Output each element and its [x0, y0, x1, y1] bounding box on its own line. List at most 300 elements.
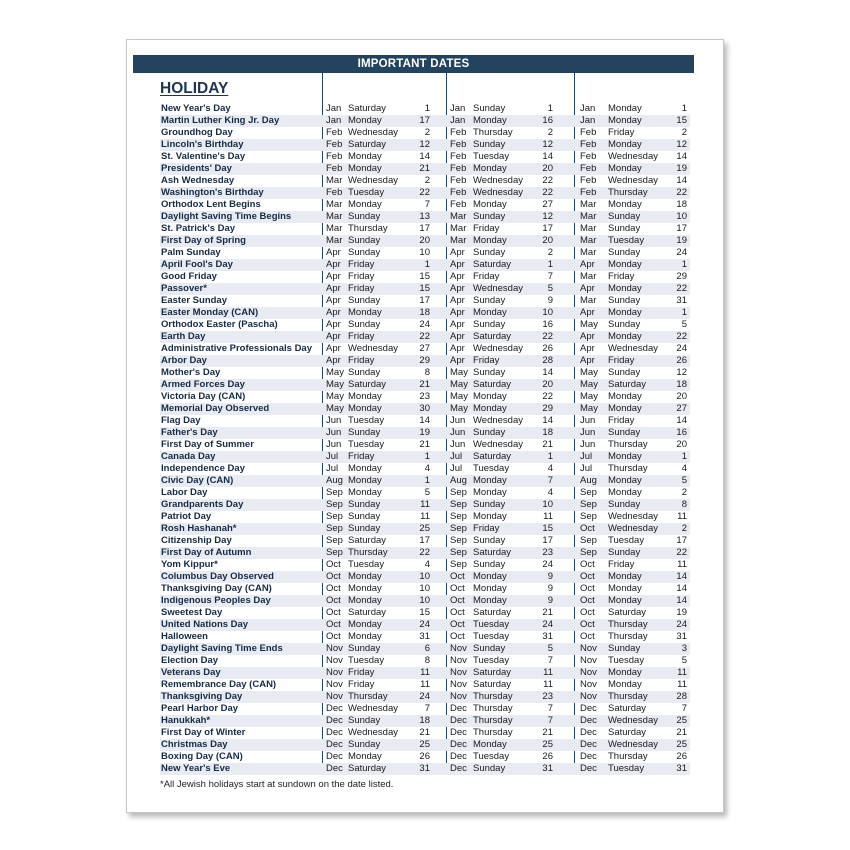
year1-date: 8 [424, 655, 430, 666]
year1-weekday: Saturday [348, 379, 387, 390]
year3-date: 18 [676, 199, 687, 210]
holiday-name: Civic Day (CAN) [161, 475, 234, 486]
year3-weekday: Friday [608, 559, 635, 570]
year2-weekday: Saturday [473, 331, 512, 342]
year3-date: 17 [676, 535, 687, 546]
year2-month: Feb [450, 127, 467, 138]
year3-date: 11 [677, 559, 687, 570]
year3-month: Mar [580, 235, 597, 246]
year1-weekday: Sunday [348, 643, 381, 654]
year2-weekday: Friday [473, 223, 500, 234]
holiday-name: First Day of Autumn [161, 547, 252, 558]
holiday-row [160, 319, 690, 331]
year2-date: 22 [542, 391, 553, 402]
year3-weekday: Sunday [608, 223, 641, 234]
year2-weekday: Thursday [473, 703, 513, 714]
year1-date: 1 [424, 475, 430, 486]
year1-date: 22 [419, 187, 430, 198]
year3-date: 14 [676, 583, 687, 594]
year2-weekday: Monday [473, 163, 507, 174]
year1-weekday: Tuesday [348, 415, 385, 426]
holiday-row [160, 763, 690, 775]
holiday-row [160, 715, 690, 727]
year1-weekday: Saturday [348, 139, 387, 150]
holiday-name: Hanukkah* [161, 715, 211, 726]
year3-date: 12 [676, 139, 687, 150]
holiday-row [160, 331, 690, 343]
year2-weekday: Sunday [473, 535, 506, 546]
year2-month: Apr [450, 271, 465, 282]
holiday-name: Patriot Day [161, 511, 212, 522]
year3-month: Mar [580, 247, 597, 258]
year2-date: 20 [542, 379, 553, 390]
year3-month: Jul [580, 451, 593, 462]
year3-date: 19 [676, 607, 687, 618]
year2-month: Aug [450, 475, 467, 486]
year1-month: Sep [326, 499, 343, 510]
year3-weekday: Wednesday [608, 739, 658, 750]
year2-weekday: Sunday [473, 499, 506, 510]
year1-weekday: Monday [348, 403, 382, 414]
year2-weekday: Sunday [473, 559, 506, 570]
year2-date: 2 [547, 127, 553, 138]
year1-weekday: Sunday [348, 739, 381, 750]
year1-date: 10 [419, 247, 430, 258]
year1-date: 7 [424, 199, 430, 210]
year3-weekday: Wednesday [608, 523, 658, 534]
year3-weekday: Saturday [608, 379, 647, 390]
year1-date: 25 [419, 739, 430, 750]
year3-date: 15 [676, 115, 687, 126]
year2-date: 25 [542, 739, 553, 750]
year1-date: 31 [419, 631, 430, 642]
year1-date: 18 [419, 307, 430, 318]
year1-date: 13 [419, 211, 430, 222]
year2-weekday: Monday [473, 199, 507, 210]
year1-month: Apr [326, 271, 341, 282]
year1-month: Jul [326, 451, 339, 462]
year3-date: 14 [676, 595, 687, 606]
year2-date: 21 [542, 439, 553, 450]
year2-month: Apr [450, 331, 465, 342]
holiday-row [160, 667, 690, 679]
year3-weekday: Saturday [608, 607, 647, 618]
year2-weekday: Thursday [473, 727, 513, 738]
holiday-name: First Day of Winter [161, 727, 246, 738]
year3-weekday: Sunday [608, 247, 641, 258]
year1-weekday: Friday [348, 331, 375, 342]
year2-weekday: Saturday [473, 259, 512, 270]
holiday-row [160, 463, 690, 475]
year1-date: 5 [424, 487, 430, 498]
year3-weekday: Friday [608, 415, 635, 426]
year1-month: Jun [326, 439, 342, 450]
year2-weekday: Sunday [473, 427, 506, 438]
year3-month: May [580, 391, 598, 402]
holiday-row [160, 211, 690, 223]
year3-weekday: Monday [608, 283, 642, 294]
year2-date: 22 [542, 331, 553, 342]
year1-month: Jul [326, 463, 339, 474]
holiday-name: United Nations Day [161, 619, 249, 630]
year2-date: 11 [543, 511, 553, 522]
holiday-name: Daylight Saving Time Ends [161, 643, 283, 654]
holiday-row [160, 355, 690, 367]
holiday-name: Mother's Day [161, 367, 221, 378]
year2-weekday: Saturday [473, 547, 512, 558]
year1-weekday: Wednesday [348, 343, 398, 354]
year2-weekday: Wednesday [473, 175, 523, 186]
year3-month: Dec [580, 703, 597, 714]
holiday-name: St. Valentine's Day [161, 151, 246, 162]
holiday-name: Boxing Day (CAN) [161, 751, 243, 762]
year3-month: May [580, 367, 598, 378]
year3-month: Apr [580, 283, 595, 294]
year3-date: 8 [681, 499, 687, 510]
year3-month: Oct [580, 595, 595, 606]
year3-date: 26 [676, 751, 687, 762]
year3-date: 10 [676, 211, 687, 222]
year2-weekday: Wednesday [473, 415, 523, 426]
year3-weekday: Sunday [608, 319, 641, 330]
holiday-row [160, 523, 690, 535]
year3-date: 21 [676, 727, 687, 738]
year2-month: Mar [450, 211, 467, 222]
holiday-name: Armed Forces Day [161, 379, 245, 390]
year2-weekday: Thursday [473, 691, 513, 702]
holiday-row [160, 439, 690, 451]
year2-date: 9 [547, 295, 553, 306]
year1-date: 17 [419, 223, 430, 234]
year1-month: Apr [326, 247, 341, 258]
year3-month: Apr [580, 307, 595, 318]
year3-date: 4 [681, 463, 687, 474]
year3-date: 1 [681, 259, 687, 270]
year2-weekday: Saturday [473, 451, 512, 462]
year3-weekday: Monday [608, 667, 642, 678]
year2-month: Nov [450, 679, 467, 690]
year2-weekday: Saturday [473, 607, 512, 618]
year3-month: Oct [580, 583, 595, 594]
year1-weekday: Sunday [348, 319, 381, 330]
year3-date: 28 [676, 691, 687, 702]
year1-weekday: Friday [348, 451, 375, 462]
year3-date: 31 [676, 631, 687, 642]
year1-month: Jun [326, 427, 342, 438]
holiday-row [160, 127, 690, 139]
year3-weekday: Wednesday [608, 175, 658, 186]
year3-date: 24 [676, 619, 687, 630]
year2-date: 20 [542, 235, 553, 246]
year3-weekday: Monday [608, 679, 642, 690]
holiday-row [160, 223, 690, 235]
year3-date: 14 [676, 151, 687, 162]
holiday-row [160, 247, 690, 259]
year1-date: 23 [419, 391, 430, 402]
holiday-name: Pearl Harbor Day [161, 703, 239, 714]
year2-month: Mar [450, 223, 467, 234]
year1-month: Oct [326, 559, 341, 570]
year2-month: Oct [450, 619, 465, 630]
year3-month: Oct [580, 571, 595, 582]
year2-date: 20 [542, 163, 553, 174]
year1-date: 20 [419, 235, 430, 246]
year1-month: Apr [326, 307, 341, 318]
year2-date: 23 [542, 547, 553, 558]
year2-weekday: Wednesday [473, 283, 523, 294]
holiday-row [160, 727, 690, 739]
holiday-name: Sweetest Day [161, 607, 223, 618]
year2-weekday: Monday [473, 595, 507, 606]
year3-month: Apr [580, 343, 595, 354]
holiday-name: Passover* [161, 283, 207, 294]
year1-month: Feb [326, 163, 343, 174]
year2-date: 10 [542, 307, 553, 318]
year2-month: Sep [450, 559, 467, 570]
holiday-name: Grandparents Day [161, 499, 244, 510]
year3-month: Mar [580, 271, 597, 282]
year1-weekday: Monday [348, 163, 382, 174]
year1-date: 19 [419, 427, 430, 438]
year1-date: 11 [420, 667, 430, 678]
year3-weekday: Monday [608, 139, 642, 150]
holiday-name: Canada Day [161, 451, 216, 462]
year3-weekday: Monday [608, 475, 642, 486]
holiday-name: First Day of Spring [161, 235, 246, 246]
year2-date: 9 [547, 583, 553, 594]
year1-weekday: Saturday [348, 535, 387, 546]
year1-weekday: Monday [348, 391, 382, 402]
year2-weekday: Tuesday [473, 151, 510, 162]
year1-date: 14 [419, 151, 430, 162]
year3-month: Sep [580, 547, 597, 558]
year2-month: Jul [450, 451, 463, 462]
year2-month: Jun [450, 427, 466, 438]
year3-date: 22 [676, 547, 687, 558]
holiday-row [160, 571, 690, 583]
year2-month: Feb [450, 199, 467, 210]
year2-weekday: Wednesday [473, 187, 523, 198]
holiday-row [160, 175, 690, 187]
year3-date: 1 [681, 451, 687, 462]
holiday-name: Citizenship Day [161, 535, 232, 546]
year3-month: Feb [580, 175, 597, 186]
year1-month: Mar [326, 211, 343, 222]
holiday-row [160, 511, 690, 523]
holiday-name: Veterans Day [161, 667, 221, 678]
year3-weekday: Monday [608, 583, 642, 594]
holiday-name: Victoria Day (CAN) [161, 391, 246, 402]
year2-date: 1 [547, 259, 553, 270]
holiday-row [160, 547, 690, 559]
year1-weekday: Saturday [348, 103, 387, 114]
year1-date: 22 [419, 547, 430, 558]
year2-weekday: Friday [473, 355, 500, 366]
year2-month: Feb [450, 187, 467, 198]
holiday-name: New Year's Day [161, 103, 231, 114]
year1-date: 27 [419, 343, 430, 354]
year1-weekday: Monday [348, 487, 382, 498]
year2-weekday: Tuesday [473, 619, 510, 630]
year1-weekday: Tuesday [348, 559, 385, 570]
holiday-name: Ash Wednesday [161, 175, 235, 186]
holiday-name: Easter Sunday [161, 295, 227, 306]
year2-date: 17 [542, 223, 553, 234]
year1-weekday: Saturday [348, 607, 387, 618]
year1-date: 2 [424, 175, 430, 186]
year1-weekday: Monday [348, 463, 382, 474]
year2-weekday: Wednesday [473, 343, 523, 354]
year2-month: Nov [450, 643, 467, 654]
year1-month: Nov [326, 691, 343, 702]
year2-weekday: Monday [473, 487, 507, 498]
year2-month: Apr [450, 319, 465, 330]
year2-date: 23 [542, 691, 553, 702]
year3-month: May [580, 319, 598, 330]
year3-date: 7 [681, 703, 687, 714]
holiday-row [160, 691, 690, 703]
year2-date: 31 [542, 631, 553, 642]
holiday-name: Columbus Day Observed [161, 571, 274, 582]
year2-month: Sep [450, 547, 467, 558]
year3-weekday: Thursday [608, 439, 648, 450]
holiday-name: Earth Day [161, 331, 206, 342]
year3-date: 31 [676, 295, 687, 306]
year1-weekday: Friday [348, 283, 375, 294]
year1-date: 11 [420, 511, 430, 522]
year1-date: 30 [419, 403, 430, 414]
year3-month: Dec [580, 715, 597, 726]
year2-date: 28 [542, 355, 553, 366]
year1-month: Oct [326, 583, 341, 594]
year1-weekday: Monday [348, 751, 382, 762]
year3-month: Jun [580, 439, 596, 450]
year3-date: 29 [676, 271, 687, 282]
year2-date: 14 [542, 415, 553, 426]
year3-month: Jul [580, 463, 593, 474]
year1-weekday: Sunday [348, 247, 381, 258]
year3-month: Apr [580, 355, 595, 366]
year1-month: Oct [326, 619, 341, 630]
year2-month: Feb [450, 163, 467, 174]
year1-weekday: Monday [348, 307, 382, 318]
year3-month: Feb [580, 187, 597, 198]
year1-month: Apr [326, 331, 341, 342]
year1-weekday: Sunday [348, 295, 381, 306]
holiday-row [160, 535, 690, 547]
holiday-name: Arbor Day [161, 355, 207, 366]
year1-month: May [326, 391, 344, 402]
holiday-name: First Day of Summer [161, 439, 254, 450]
year1-weekday: Monday [348, 595, 382, 606]
year3-weekday: Monday [608, 103, 642, 114]
year1-month: Nov [326, 643, 343, 654]
year2-month: Oct [450, 583, 465, 594]
year2-month: May [450, 391, 468, 402]
year3-date: 22 [676, 331, 687, 342]
holiday-name: Flag Day [161, 415, 201, 426]
year1-date: 10 [419, 583, 430, 594]
year1-date: 21 [419, 163, 430, 174]
year2-date: 14 [542, 367, 553, 378]
year3-month: Apr [580, 259, 595, 270]
year3-date: 11 [677, 511, 687, 522]
year2-month: Dec [450, 751, 467, 762]
holiday-row [160, 583, 690, 595]
year2-weekday: Saturday [473, 667, 512, 678]
year1-weekday: Thursday [348, 223, 388, 234]
holiday-name: Labor Day [161, 487, 208, 498]
year2-weekday: Thursday [473, 127, 513, 138]
year2-month: Sep [450, 511, 467, 522]
year3-weekday: Thursday [608, 691, 648, 702]
year3-weekday: Tuesday [608, 235, 645, 246]
year3-month: Dec [580, 739, 597, 750]
year3-date: 2 [681, 523, 687, 534]
year1-weekday: Wednesday [348, 703, 398, 714]
year3-date: 11 [677, 667, 687, 678]
holiday-name: Independence Day [161, 463, 245, 474]
year2-weekday: Sunday [473, 367, 506, 378]
year1-weekday: Sunday [348, 523, 381, 534]
year1-weekday: Sunday [348, 367, 381, 378]
year2-weekday: Monday [473, 403, 507, 414]
year1-month: Oct [326, 607, 341, 618]
year2-date: 24 [542, 619, 553, 630]
year2-date: 29 [542, 403, 553, 414]
year2-date: 1 [547, 103, 553, 114]
year2-weekday: Friday [473, 523, 500, 534]
year2-date: 4 [547, 463, 553, 474]
year2-date: 9 [547, 571, 553, 582]
holiday-row [160, 259, 690, 271]
year1-date: 1 [424, 451, 430, 462]
year2-month: Apr [450, 307, 465, 318]
year2-month: May [450, 379, 468, 390]
year2-date: 26 [542, 751, 553, 762]
year2-month: Feb [450, 175, 467, 186]
year1-date: 31 [419, 763, 430, 774]
holiday-row [160, 427, 690, 439]
year2-weekday: Sunday [473, 247, 506, 258]
year2-weekday: Wednesday [473, 439, 523, 450]
year3-month: Nov [580, 679, 597, 690]
year3-weekday: Monday [608, 115, 642, 126]
year2-month: Nov [450, 691, 467, 702]
year3-weekday: Sunday [608, 499, 641, 510]
year2-weekday: Monday [473, 235, 507, 246]
holiday-name: Indigenous Peoples Day [161, 595, 271, 606]
year2-weekday: Saturday [473, 679, 512, 690]
year2-date: 24 [542, 559, 553, 570]
year2-month: Oct [450, 595, 465, 606]
year3-month: Oct [580, 559, 595, 570]
year3-date: 31 [676, 763, 687, 774]
year3-weekday: Tuesday [608, 535, 645, 546]
year1-month: Sep [326, 547, 343, 558]
year3-date: 12 [676, 367, 687, 378]
year1-weekday: Friday [348, 271, 375, 282]
year3-month: Feb [580, 151, 597, 162]
year2-weekday: Sunday [473, 643, 506, 654]
holiday-name: Election Day [161, 655, 219, 666]
year2-month: Sep [450, 535, 467, 546]
year1-weekday: Monday [348, 199, 382, 210]
year3-date: 26 [676, 355, 687, 366]
year2-weekday: Sunday [473, 139, 506, 150]
year3-weekday: Monday [608, 451, 642, 462]
year3-date: 24 [676, 343, 687, 354]
